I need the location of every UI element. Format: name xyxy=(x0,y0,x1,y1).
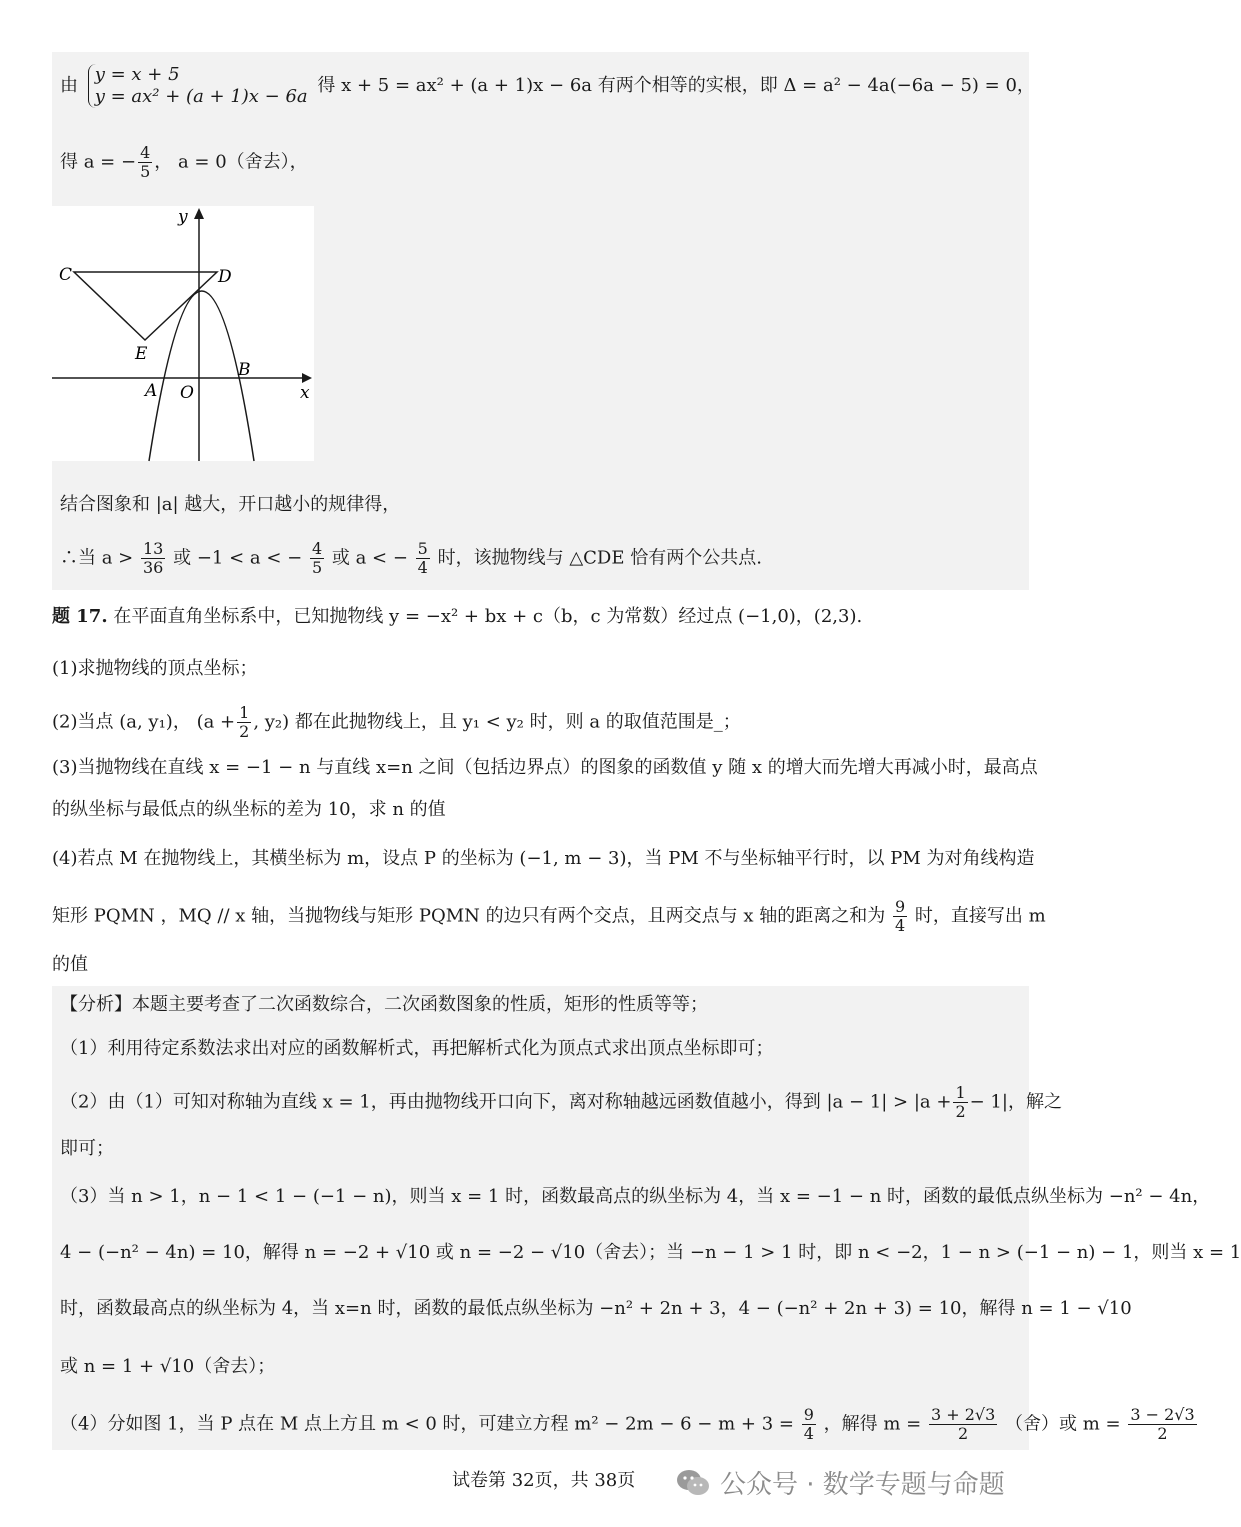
analysis-line-6: 4 − (−n² − 4n) = 10，解得 n = −2 + √10 或 n = −2 − √10（舍去）；当 −n − 1 > 1 时，即 n < −2，1 − n > (−1 − n) − 1，则当 x = 1 xyxy=(60,1242,1241,1263)
question-stem-line xyxy=(52,604,862,630)
question-part-4-line-3: 的值 xyxy=(52,954,88,975)
denominator: 4 xyxy=(417,558,428,577)
numerator: 13 xyxy=(143,539,164,558)
fraction xyxy=(141,540,165,577)
solution-line-system xyxy=(60,64,1035,108)
denominator: 5 xyxy=(140,162,151,181)
watermark-text: 公众号 · 数学专题与命题 xyxy=(720,1470,1005,1500)
numerator: 4 xyxy=(140,143,151,162)
analysis-line-4: 即可； xyxy=(60,1138,114,1159)
analysis-9-text-b: ，解得 m = xyxy=(823,1413,922,1435)
text-conclusion-a: ∴当 a > xyxy=(60,547,134,569)
part4-text-b: 时，直接写出 m xyxy=(914,905,1046,927)
solution-line-rule xyxy=(60,492,400,518)
label-x-axis: x xyxy=(300,383,310,403)
equation-system xyxy=(88,64,308,108)
triangle-cde xyxy=(74,272,217,340)
text-you: 由 xyxy=(60,75,78,96)
parabola-figure xyxy=(52,206,314,461)
fraction xyxy=(138,144,152,181)
part4-text-a: 矩形 PQMN ，MQ // x 轴，当抛物线与矩形 PQMN 的边只有两个交点，且两交点与 x 轴的距离之和为 xyxy=(52,905,886,927)
denominator: 2 xyxy=(958,1424,969,1443)
label-e: E xyxy=(135,344,148,364)
fraction xyxy=(237,704,251,741)
analysis-line-7: 时，函数最高点的纵坐标为 4，当 x=n 时，函数的最低点纵坐标为 −n² + 2n + 3，4 − (−n² + 2n + 3) = 10，解得 n = 1 − √10 xyxy=(60,1298,1132,1319)
wechat-icon xyxy=(676,1469,710,1497)
question-part-2 xyxy=(52,704,741,741)
y-axis-arrow-icon xyxy=(194,208,204,219)
fraction xyxy=(416,540,430,577)
analysis-9-text-a: （4）分如图 1，当 P 点在 M 点上方且 m < 0 时，可建立方程 m² − 2m − 6 − m + 3 = xyxy=(60,1413,794,1435)
numerator: 1 xyxy=(239,703,250,722)
fraction xyxy=(953,1084,967,1121)
denominator: 36 xyxy=(143,558,164,577)
analysis-line-3 xyxy=(60,1084,1062,1121)
solution-line-a-value xyxy=(60,144,308,181)
analysis-9-text-c: （舍）或 m = xyxy=(1004,1413,1121,1435)
x-axis-arrow-icon xyxy=(302,373,312,383)
label-c: C xyxy=(59,265,73,285)
fraction xyxy=(1128,1406,1196,1443)
part2-point-open: (a + xyxy=(196,711,236,733)
part2-text-b: , y₂) 都在此抛物线上，且 y₁ < y₂ 时，则 a 的取值范围是_； xyxy=(253,711,741,733)
denominator: 2 xyxy=(239,722,250,741)
label-y-axis: y xyxy=(178,207,188,227)
denominator: 2 xyxy=(955,1102,966,1121)
page-footer: 试卷第 32页，共 38页 xyxy=(452,1470,636,1491)
numerator: 1 xyxy=(955,1083,966,1102)
text-rule: 结合图象和 |a| 越大，开口越小的规律得， xyxy=(60,494,401,515)
solution-line-conclusion xyxy=(60,540,762,577)
analysis-line-9 xyxy=(60,1406,1199,1443)
part2-text-a: (2)当点 (a, y₁)， xyxy=(52,711,191,733)
numerator: 9 xyxy=(894,897,906,916)
question-part-3-line-1: (3)当抛物线在直线 x = −1 − n 与直线 x=n 之间（包括边界点）的图象的函数值 y 随 x 的增大而先增大再减小时，最高点 xyxy=(52,757,1038,778)
denominator: 2 xyxy=(1157,1424,1168,1443)
text-conclusion-b: 或 −1 < a < − xyxy=(173,547,303,569)
system-equation-2: y = ax² + (a + 1)x − 6a xyxy=(94,86,308,107)
label-d: D xyxy=(218,267,232,287)
analysis-3-text-a: （2）由（1）可知对称轴为直线 x = 1，再由抛物线开口向下，离对称轴越远函数值越小，得到 |a − 1| > |a + xyxy=(60,1091,952,1113)
analysis-line-8: 或 n = 1 + √10（舍去）； xyxy=(60,1356,276,1377)
label-o: O xyxy=(180,383,194,403)
analysis-line-5: （3）当 n > 1，n − 1 < 1 − (−1 − n)，则当 x = 1 时，函数最高点的纵坐标为 4，当 x = −1 − n 时，函数的最低点纵坐标为 −n² − 4n， xyxy=(60,1186,1211,1207)
question-number: 题 17. xyxy=(52,606,108,627)
analysis-3-text-b: − 1|，解之 xyxy=(969,1091,1062,1113)
text-conclusion-d: 时，该抛物线与 △CDE 恰有两个公共点. xyxy=(437,547,762,569)
numerator: 3 + 2√3 xyxy=(930,1405,996,1424)
fraction xyxy=(893,898,907,935)
numerator: 9 xyxy=(803,1405,814,1424)
label-a: A xyxy=(145,381,158,401)
fraction xyxy=(929,1406,997,1443)
analysis-line-1: 【分析】本题主要考查了二次函数综合，二次函数图象的性质，矩形的性质等等； xyxy=(60,994,708,1015)
text-conclusion-c: 或 a < − xyxy=(331,547,408,569)
denominator: 5 xyxy=(311,558,323,577)
question-stem: 在平面直角坐标系中，已知抛物线 y = −x² + bx + c（b，c 为常数）经过点 (−1,0)，(2,3). xyxy=(113,606,863,627)
analysis-line-2: （1）利用待定系数法求出对应的函数解析式，再把解析式化为顶点式求出顶点坐标即可； xyxy=(60,1038,774,1059)
text-a-eq: 得 a = − xyxy=(60,151,137,173)
figure-svg xyxy=(52,206,314,461)
label-b: B xyxy=(238,360,251,380)
question-part-1: (1)求抛物线的顶点坐标； xyxy=(52,658,258,679)
denominator: 4 xyxy=(803,1424,814,1443)
numerator: 3 − 2√3 xyxy=(1130,1405,1195,1424)
system-equation-1: y = x + 5 xyxy=(94,64,180,85)
question-part-3-line-2: 的纵坐标与最低点的纵坐标的差为 10，求 n 的值 xyxy=(52,799,446,820)
question-part-4-line-1: (4)若点 M 在抛物线上，其横坐标为 m，设点 P 的坐标为 (−1, m − 3)，当 PM 不与坐标轴平行时，以 PM 为对角线构造 xyxy=(52,848,1035,869)
watermark xyxy=(676,1464,1005,1501)
numerator: 4 xyxy=(311,539,323,558)
fraction xyxy=(802,1406,816,1443)
question-part-4-line-2 xyxy=(52,898,1046,935)
solution-text-1: 得 x + 5 = ax² + (a + 1)x − 6a 有两个相等的实根，即 Δ = a² − 4a(−6a − 5) = 0， xyxy=(317,75,1035,96)
denominator: 4 xyxy=(894,916,906,935)
analysis-block xyxy=(52,986,1241,1450)
fraction xyxy=(310,540,324,577)
text-a-zero: ， a = 0（舍去）， xyxy=(154,151,308,173)
numerator: 5 xyxy=(417,539,428,558)
